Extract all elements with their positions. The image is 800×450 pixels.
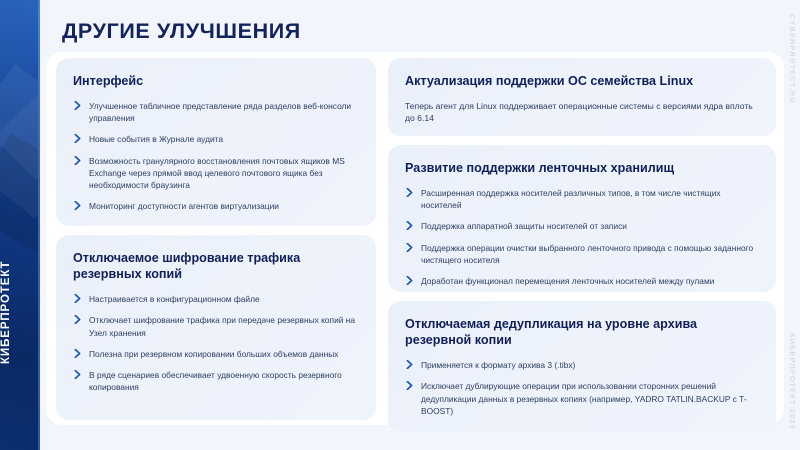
- list-item-text: Настраивается в конфигурационном файле: [89, 294, 260, 305]
- list-item-text: Полезна при резервном копировании больших объемов данных: [89, 348, 339, 359]
- chevron-right-icon: [74, 101, 82, 110]
- chevron-right-icon: [406, 381, 414, 390]
- list-item-text: Применяется к формату архива 3 (.tibx): [421, 360, 576, 371]
- chevron-right-icon: [406, 221, 414, 230]
- list-item: [73, 314, 359, 338]
- card-archive-deduplication: [388, 301, 776, 432]
- chevron-right-icon: [74, 349, 82, 358]
- chevron-right-icon: [74, 370, 82, 379]
- list-item-text: Доработан функционал перемещения ленточных носителей между пулами: [421, 276, 715, 287]
- chevron-right-icon: [406, 188, 414, 197]
- rail-edge-divider: [38, 0, 40, 450]
- list-item: [405, 275, 759, 287]
- list-item: [405, 380, 759, 417]
- list-item: [73, 155, 359, 192]
- list-item-text: Расширенная поддержка носителей различных типов, в том числе чистящих носителей: [421, 188, 721, 211]
- chevron-right-icon: [74, 156, 82, 165]
- brand-rail-label: КИБЕРПРОТЕКТ: [0, 260, 12, 364]
- page-title: ДРУГИЕ УЛУЧШЕНИЯ: [62, 19, 301, 43]
- bullet-list: [405, 359, 759, 417]
- list-item-text: В ряде сценариев обеспечивает удвоенную скорость резервного копирования: [89, 369, 342, 393]
- card-title: Отключаемое шифрование трафика резервных копий: [73, 251, 301, 282]
- list-item-text: Исключает дублирующие операции при использовании сторонних решений дедупликации данных в резервных копиях (например, YADRO TATLIN.BACKUP с T-BOOST): [421, 381, 747, 416]
- list-item-text: Улучшенное табличное представление ряда разделов веб-консоли управления: [89, 101, 352, 124]
- card-title: Актуализация поддержки ОС семейства Linux: [405, 74, 694, 88]
- list-item-text: Поддержка операции очистки выбранного ленточного привода с помощью заданного чистящего носителя: [421, 242, 754, 265]
- chevron-right-icon: [406, 276, 414, 285]
- list-item: [73, 133, 359, 145]
- list-item: [73, 200, 359, 212]
- list-item: [73, 293, 359, 305]
- list-item: [405, 359, 759, 371]
- list-item-text: Поддержка аппаратной защиты носителей от записи: [421, 221, 627, 232]
- card-tape-storage-support: [388, 145, 776, 292]
- card-linux-os-support: [388, 58, 776, 136]
- watermark-site-url: CYBERPROTECT.RU: [788, 14, 797, 104]
- bullet-list: [73, 100, 359, 212]
- card-columns: [56, 58, 776, 420]
- bullet-list: [73, 293, 359, 393]
- chevron-right-icon: [74, 294, 82, 303]
- chevron-right-icon: [406, 243, 414, 252]
- chevron-right-icon: [74, 134, 82, 143]
- card-title: Отключаемая дедупликация на уровне архива резервной копии: [405, 317, 698, 348]
- card-interface: [56, 58, 376, 226]
- list-item: [405, 242, 759, 266]
- left-column: [56, 58, 376, 420]
- card-title: Развитие поддержки ленточных хранилищ: [405, 161, 675, 175]
- list-item: [405, 220, 759, 232]
- bullet-list: [405, 187, 759, 287]
- chevron-right-icon: [406, 360, 414, 369]
- card-backup-traffic-encryption: [56, 235, 376, 420]
- chevron-right-icon: [74, 315, 82, 324]
- right-column: [388, 58, 776, 420]
- brand-rail: [0, 0, 38, 450]
- list-item: [73, 369, 359, 393]
- list-item: [73, 100, 359, 124]
- card-lead-text: Теперь агент для Linux поддерживает операционные системы с версиями ядра вплоть до 6.14: [405, 101, 753, 124]
- list-item: [73, 348, 359, 360]
- list-item-text: Отключает шифрование трафика при передаче резервных копий на Узел хранения: [89, 315, 356, 338]
- list-item: [405, 187, 759, 211]
- watermark-brand-year: КИБЕРПРОТЕКТ 2025: [788, 333, 797, 430]
- card-title: Интерфейс: [73, 74, 144, 88]
- list-item-text: Новые события в Журнале аудита: [89, 134, 224, 145]
- list-item-text: Мониторинг доступности агентов виртуализации: [89, 201, 279, 212]
- list-item-text: Возможность гранулярного восстановления почтовых ящиков MS Exchange через прямой ввод целевого почтового ящика без необходимости браузинга: [89, 155, 345, 191]
- chevron-right-icon: [74, 201, 82, 210]
